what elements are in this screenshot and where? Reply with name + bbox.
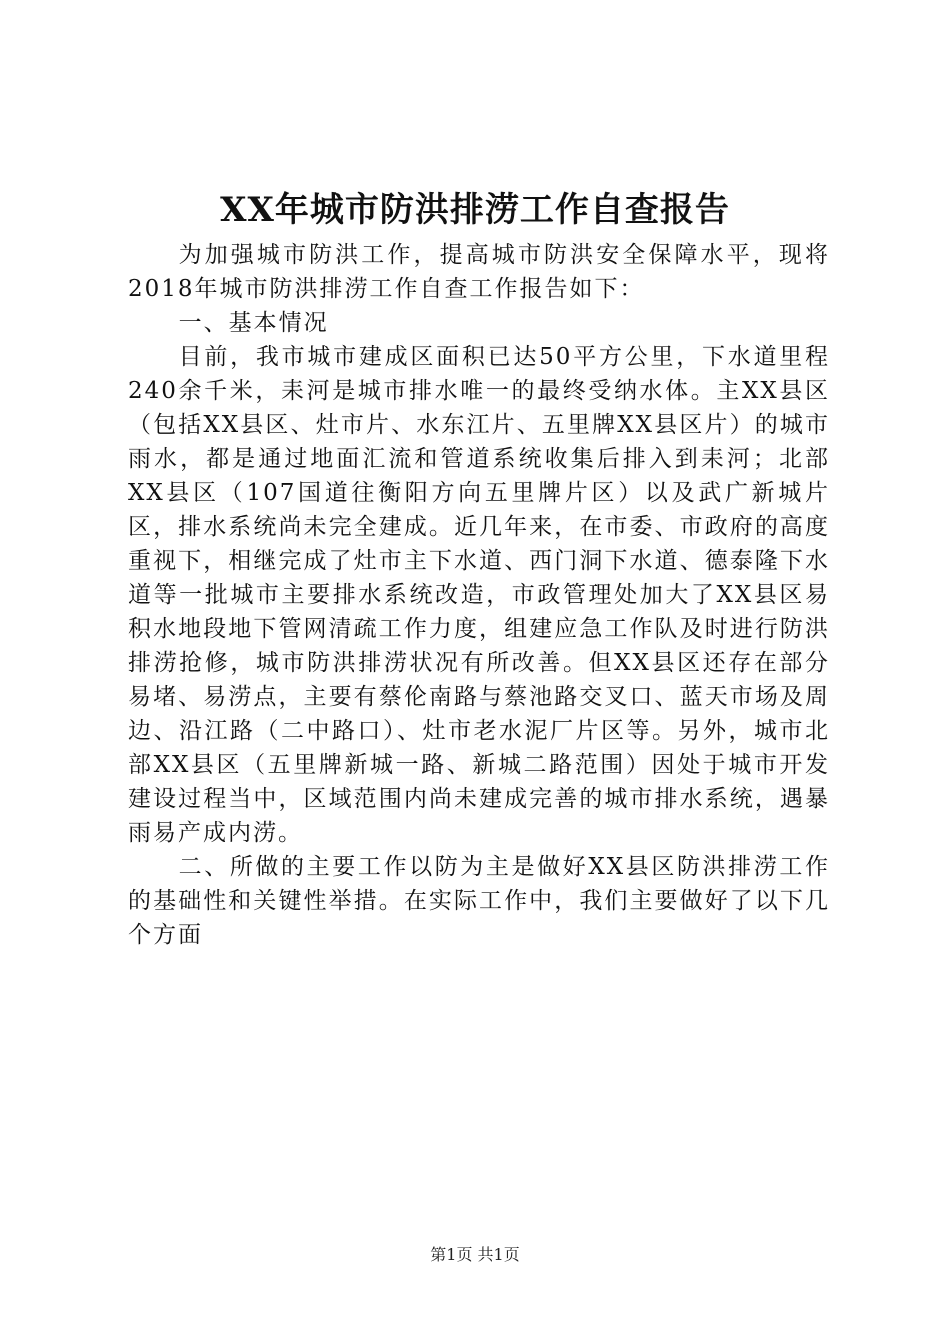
- main-work-paragraph: 二、所做的主要工作以防为主是做好XX县区防洪排涝工作的基础性和关键性举措。在实际工作中，我们主要做好了以下几个方面: [128, 854, 830, 948]
- page-footer: [0, 1244, 950, 1266]
- intro-paragraph: 为加强城市防洪工作，提高城市防洪安全保障水平，现将2018年城市防洪排涝工作自查工作报告如下：: [128, 242, 830, 302]
- document-title: XX年城市防洪排涝工作自查报告: [220, 190, 730, 230]
- document-body: [128, 238, 830, 952]
- basic-situation-paragraph: 目前，我市城市建成区面积已达50平方公里，下水道里程240余千米，耒河是城市排水唯一的最终受纳水体。主XX县区（包括XX县区、灶市片、水东江片、五里牌XX县区片）的城市雨水，都是通过地面汇流和管道系统收集后排入到耒河；北部XX县区（107国道往衡阳方向五里牌片区）以及武广新城片区，排水系统尚未完全建成。近几年来，在市委、市政府的高度重视下，相继完成了灶市主下水道、西门洞下水道、德泰隆下水道等一批城市主要排水系统改造，市政管理处加大了XX县区易积水地段地下管网清疏工作力度，组建应急工作队及时进行防洪排涝抢修，城市防洪排涝状况有所改善。但XX县区还存在部分易堵、易涝点，主要有蔡伦南路与蔡池路交叉口、蓝天市场及周边、沿江路（二中路口）、灶市老水泥厂片区等。另外，城市北部XX县区（五里牌新城一路、新城二路范围）因处于城市开发建设过程当中，区域范围内尚未建成完善的城市排水系统，遇暴雨易产成内涝。: [128, 344, 830, 846]
- page-number-label: 第1页 共1页: [430, 1245, 520, 1264]
- section-heading-basic-situation: 一、基本情况: [178, 310, 329, 336]
